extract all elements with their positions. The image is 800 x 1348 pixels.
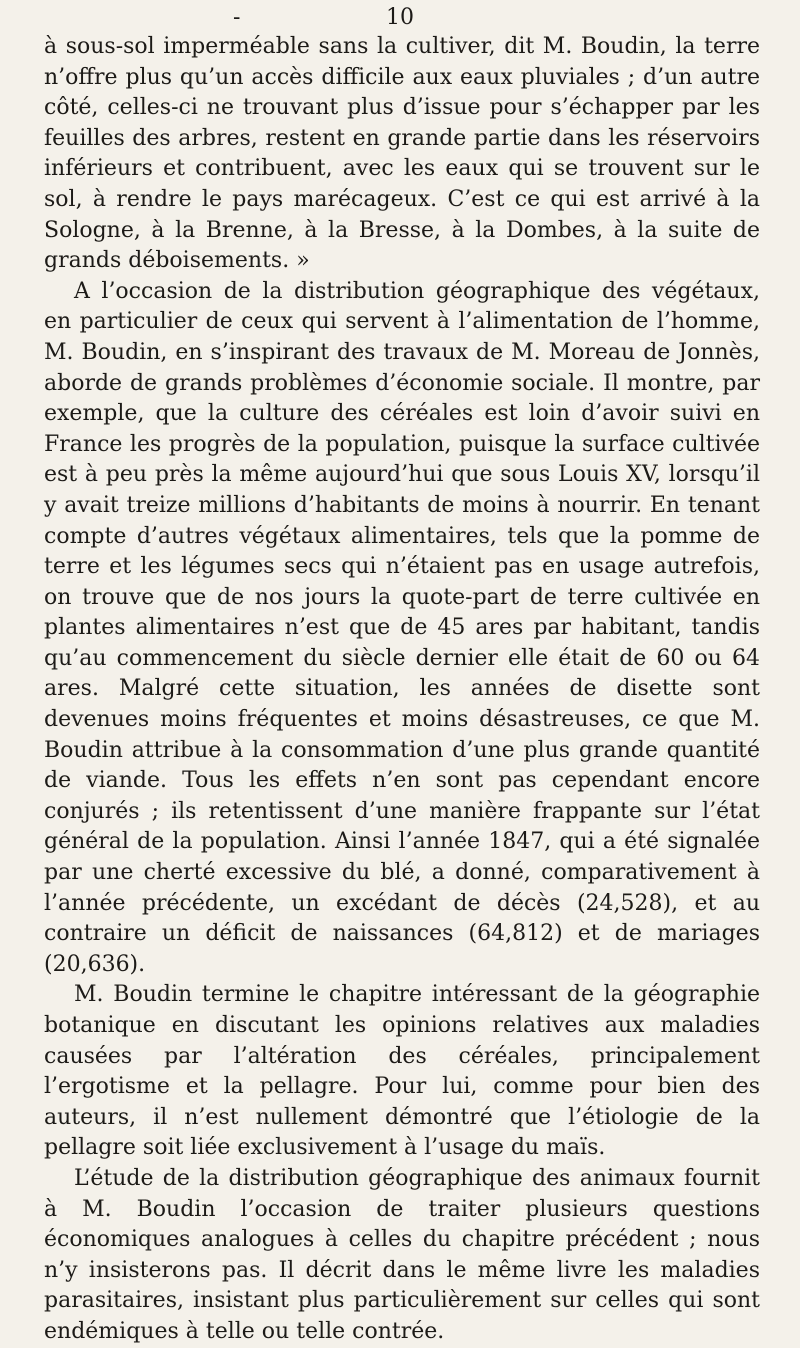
paragraph: M. Boudin termine le chapitre intéressant de la géographie botanique en discutant les opinions relatives aux maladies causées par l’altération des céréales, principalement l’ergotisme et la pellagre. Pour lui, comme pour bien des auteurs, il n’est nullement démontré que l’étiologie de la pellagre soit liée exclusivement à l’usage du maïs. — [44, 982, 760, 1161]
paragraph: A l’occasion de la distribution géographique des végétaux, en particulier de ceux qui servent à l’alimentation de l’homme, M. Boudin, en s’inspirant des travaux de M. Moreau de Jonnès, aborde de grands problèmes d’économie sociale. Il montre, par exemple, que la culture des céréales est loin d’avoir suivi en France les progrès de la population, puisque la surface cultivée est à peu près la même aujourd’hui que sous Louis XV, lorsqu’il y avait treize millions d’habitants de moins à nourrir. En tenant compte d’autres végétaux alimentaires, tels que la pomme de terre et les légumes secs qui n’étaient pas en usage autrefois, on trouve que de nos jours la quote-part de terre cultivée en plantes alimentaires n’est que de 45 ares par habitant, tandis qu’au commencement du siècle dernier elle était de 60 ou 64 ares. Malgré cette situation, les années de disette sont devenues moins fréquentes et moins désastreuses, ce que M. Boudin attribue à la consommation d’une plus grande quantité de viande. Tous les effets n’en sont pas cependant encore conjurés ; ils retentissent d’une manière frappante sur l’état général de la population. Ainsi l’année 1847, qui a été signalée par une cherté excessive du blé, a donné, comparativement à l’année précédente, un excédant de décès (24,528), et au contraire un déficit de naissances (64,812) et de mariages (20,636). — [44, 278, 760, 977]
header-mark: - — [233, 5, 241, 30]
paragraph: L’étude de la distribution géographique des animaux fournit à M. Boudin l’occasion de traiter plusieurs questions économiques analogues à celles du chapitre précédent ; nous n’y insisterons pas. Il décrit dans le même livre les maladies parasitaires, insistant plus particulièrement sur celles qui sont endémiques à telle ou telle contrée. — [44, 1165, 760, 1344]
page-header — [0, 4, 800, 32]
paragraph-continuation: à sous-sol imperméable sans la cultiver, dit M. Boudin, la terre n’offre plus qu’un accès difficile aux eaux pluviales ; d’un autre côté, celles-ci ne trouvant plus d’issue pour s’échapper par les feuilles des arbres, restent en grande partie dans les réservoirs inférieurs et contribuent, avec les eaux qui se trouvent sur le sol, à rendre le pays marécageux. C’est ce qui est arrivé à la Sologne, à la Brenne, à la Bresse, à la Dombes, à la suite de grands déboisements. » — [44, 34, 760, 274]
body-text — [44, 32, 760, 1348]
page-number: 10 — [386, 5, 414, 30]
